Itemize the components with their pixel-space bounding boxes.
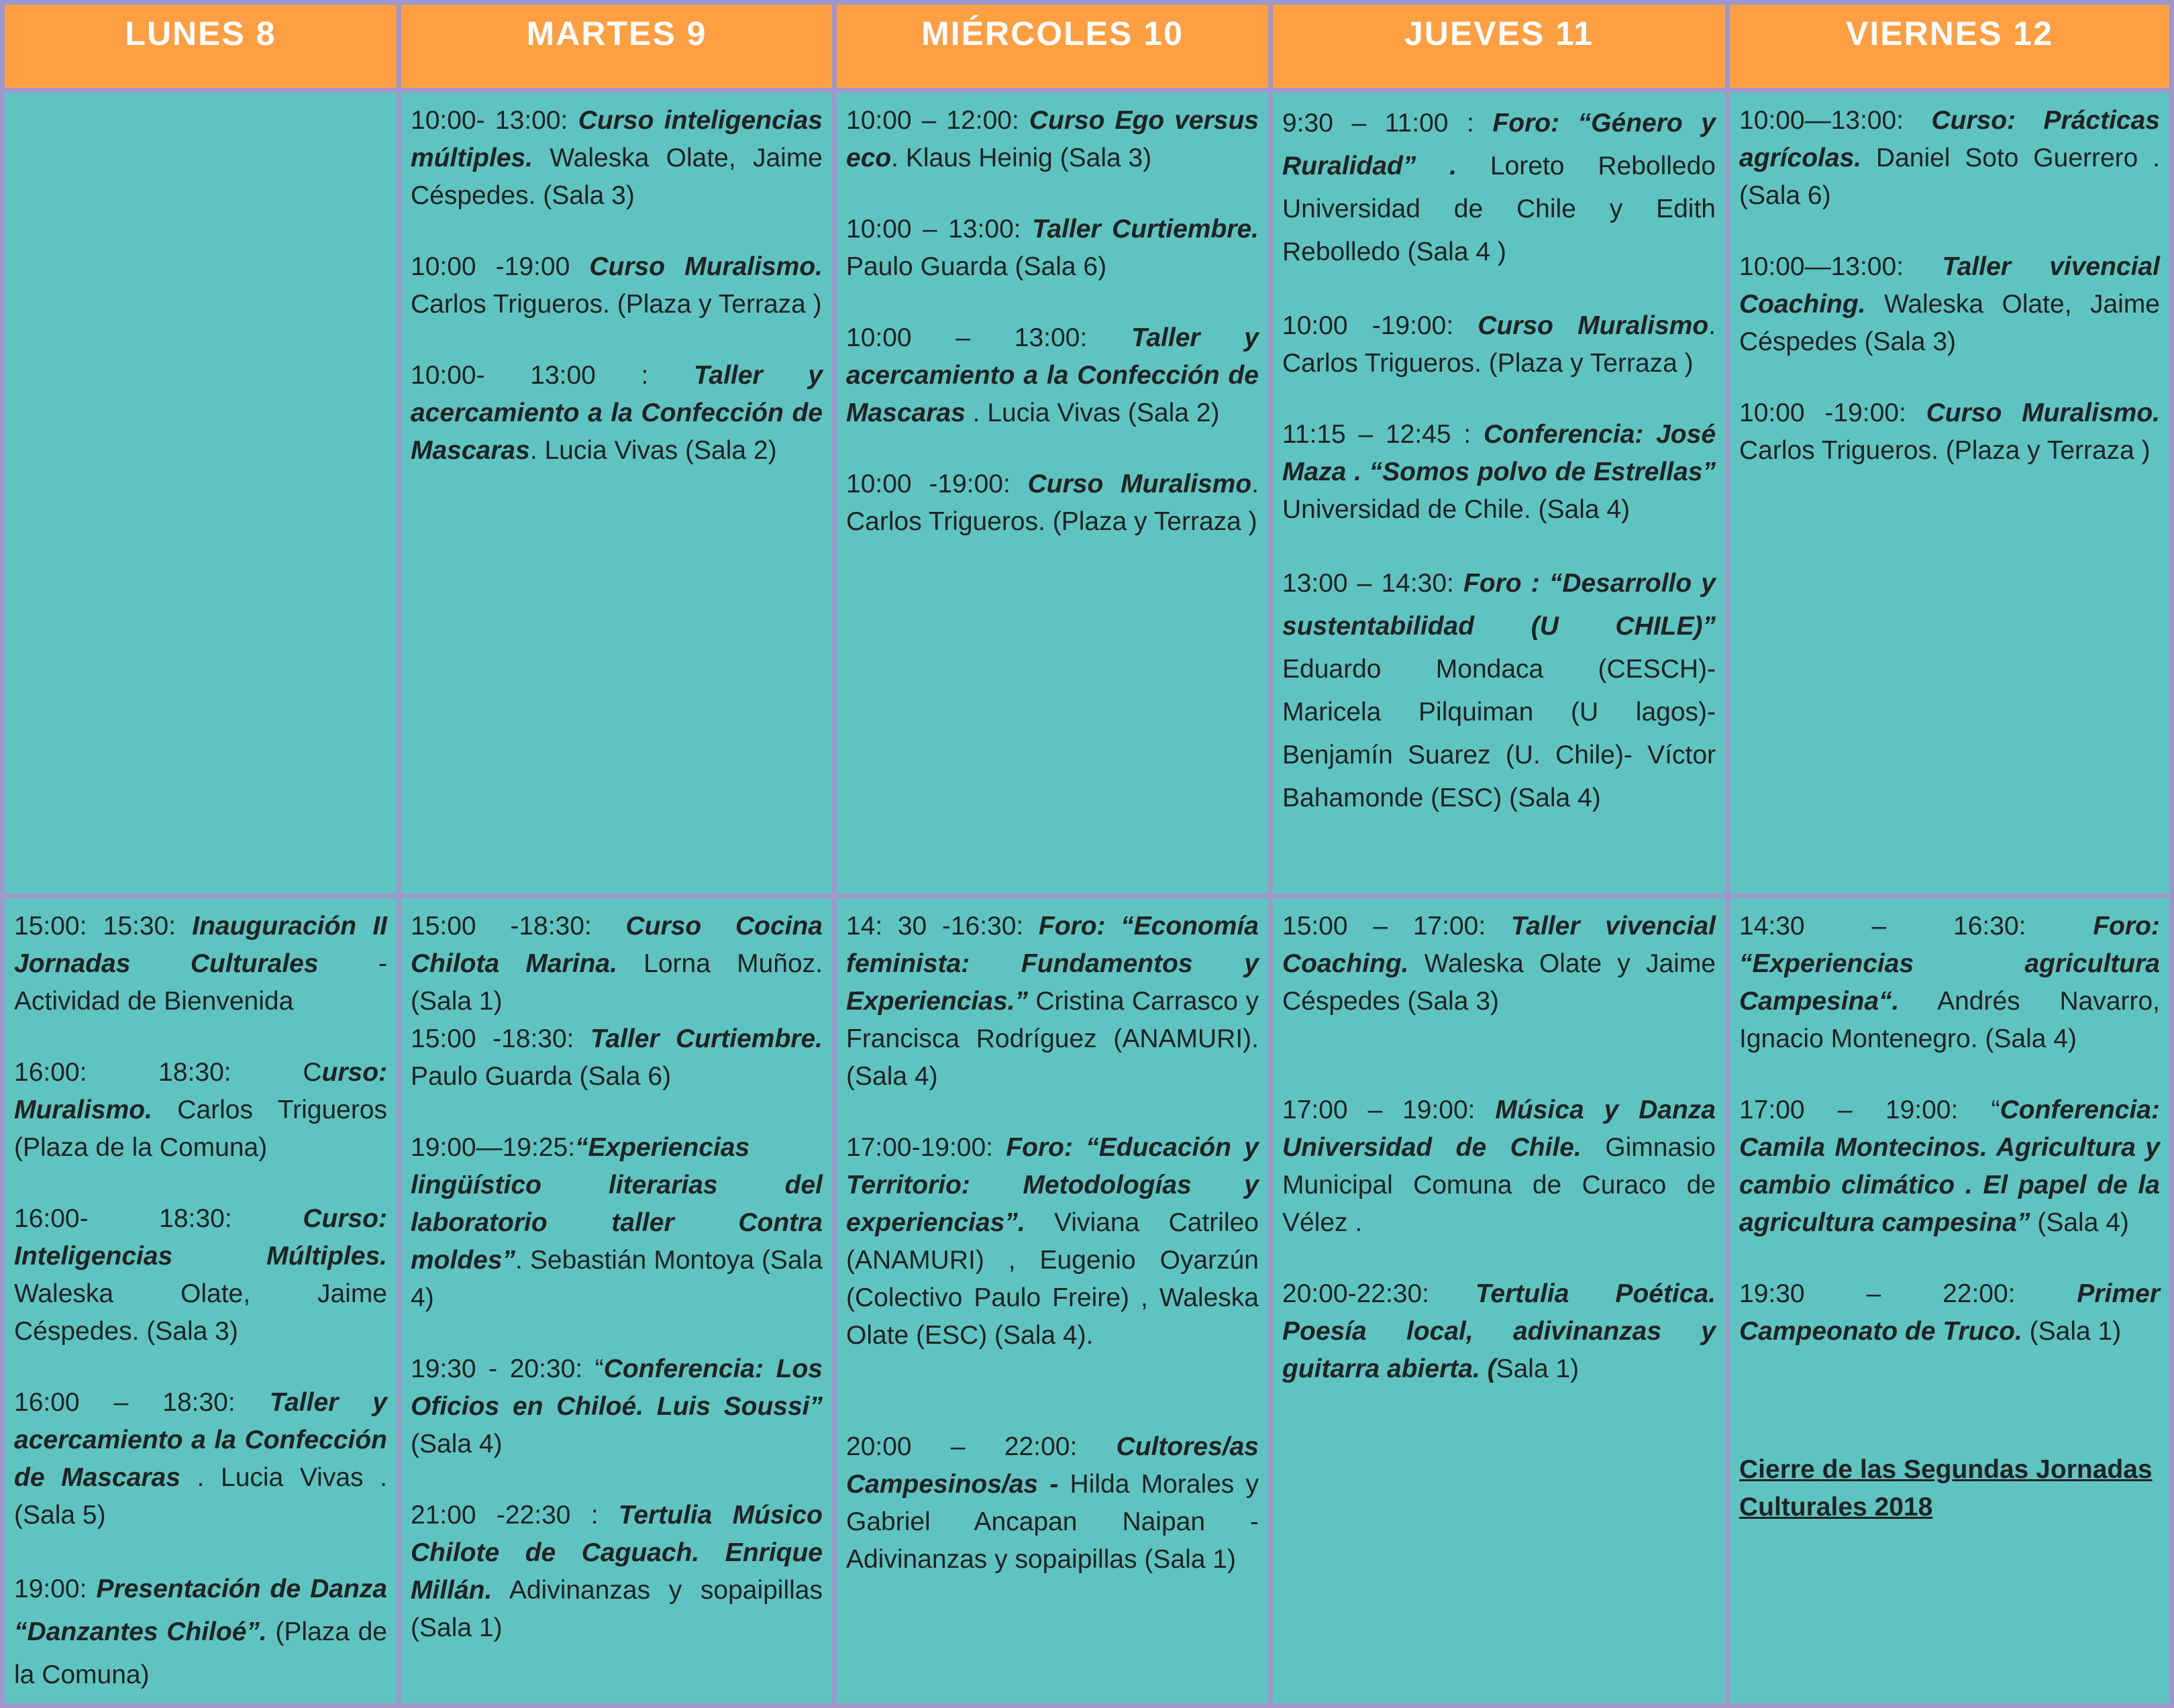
cell-miercoles-afternoon [837,898,1268,1703]
event-detail: Sala 1) [1496,1354,1580,1383]
event-time: 17:00-19:00: [846,1133,1006,1162]
event-detail: Waleska Olate, Jaime Céspedes (Sala 3) [1739,290,2160,356]
event-time: 17:00 – 19:00: “ [1739,1096,2000,1124]
header-viernes: VIERNES 12 [1730,5,2169,88]
afternoon-row [5,898,2169,1703]
event-detail: Daniel Soto Guerrero . (Sala 6) [1739,144,2160,210]
event-time: 16:00 – 18:30: [14,1388,270,1417]
event-detail: Carlos Trigueros (Plaza de la Comuna) [14,1096,387,1162]
event-time: 11:15 – 12:45 : [1282,420,1484,449]
event-title: Curso Muralismo [1478,311,1709,340]
cell-martes-morning [401,93,832,894]
event-item [846,1129,1259,1354]
event-time: 15:00 – 17:00: [1282,912,1511,941]
event-time: 20:00-22:30: [1282,1279,1476,1308]
event-item [1282,908,1716,1020]
event-title: Inauguración II Jornadas Culturales [14,912,387,978]
event-time: 10:00- 13:00: [411,106,578,135]
event-title: Primer Campeonato de Truco. [1739,1279,2160,1346]
event-item [411,908,823,1020]
event-title: Curso inteligencias múltiples. [411,106,823,172]
event-detail: Waleska Olate, Jaime Céspedes. (Sala 3) [411,144,823,210]
cell-viernes-morning [1730,93,2169,894]
event-item [1739,102,2160,215]
event-item [846,466,1259,541]
event-title: Taller Curtiembre. [1032,215,1259,244]
event-detail: . Lucia Vivas . (Sala 5) [14,1463,387,1530]
event-item [14,1054,387,1167]
event-title: Foro : “Desarrollo y sustentabilidad (U CHILE)” [1282,569,1716,641]
event-time: 14: 30 -16:30: [846,912,1039,941]
closing-note: Cierre de las Segundas Jornadas Culturales 2018 [1739,1455,2153,1522]
event-time: 10:00 -19:00: [846,470,1028,498]
event-detail: Universidad de Chile. (Sala 4) [1282,495,1630,524]
event-item [1282,416,1716,529]
event-title: Curso Muralismo. [1926,398,2161,427]
event-time: 15:00: 15:30: [14,912,193,941]
event-item [1739,394,2160,470]
cell-lunes-afternoon [5,898,397,1703]
event-item [1282,562,1716,820]
event-title: Taller y acercamiento a la Confección de Mascaras [411,361,823,465]
event-title: Conferencia: Camila Montecinos. Agricultura y cambio climático . El papel de la agricultura campesina” [1739,1096,2160,1237]
event-detail: Paulo Guarda (Sala 6) [411,1062,672,1091]
event-time: 13:00 – 14:30: [1282,569,1463,598]
event-time: 19:00—19:25: [411,1133,576,1162]
event-detail: . Carlos Trigueros. (Plaza y Terraza ) [1282,311,1716,378]
event-time: 10:00- 13:00 : [411,361,694,390]
event-time: 16:00: 18:30: C [14,1058,322,1087]
header-lunes: LUNES 8 [5,5,397,88]
event-detail: Waleska Olate y Jaime Céspedes (Sala 3) [1282,949,1716,1016]
event-time: 10:00—13:00: [1739,252,1943,281]
event-item [1282,307,1716,382]
event-detail: (Sala 1) [2022,1317,2122,1346]
cell-jueves-morning [1273,93,1725,894]
event-detail: . Lucia Vivas (Sala 2) [529,436,777,465]
event-time: 15:00 -18:30: [411,912,626,941]
event-item [1739,908,2160,1058]
event-time: 15:00 -18:30: [411,1024,591,1053]
header-martes: MARTES 9 [401,5,832,88]
event-title: Cultores/as Campesinos/as - [846,1432,1259,1499]
event-time: 19:30 – 22:00: [1739,1279,2077,1308]
event-item [1739,1091,2160,1242]
event-detail: . Sebastián Montoya (Sala 4) [411,1246,823,1312]
event-item [846,211,1259,286]
event-title: Taller Curtiembre. [590,1024,823,1053]
event-title: Presentación de Danza “Danzantes Chiloé”. [14,1574,387,1646]
event-detail: . Klaus Heinig (Sala 3) [891,144,1152,172]
event-title: Curso: Inteligencias Múltiples. [14,1204,387,1271]
event-detail: Eduardo Mondaca (CESCH)- Maricela Pilquiman (U lagos)- Benjamín Suarez (U. Chile)- Víctor Bahamonde (ESC) (Sala 4) [1282,655,1716,812]
event-time: 16:00- 18:30: [14,1204,303,1233]
event-time: 10:00 – 13:00: [846,215,1033,244]
event-detail: (Sala 4) [411,1430,503,1458]
event-detail: Paulo Guarda (Sala 6) [846,252,1107,281]
event-item [1739,1275,2160,1350]
cell-miercoles-morning [837,93,1268,894]
event-time: 10:00 -19:00 [411,252,590,281]
event-time: 10:00 -19:00: [1282,311,1478,340]
event-item [1739,248,2160,361]
event-item [1282,1091,1716,1242]
event-title: Tertulia Músico Chilote de Caguach. Enrique Millán. [411,1501,823,1605]
cell-jueves-afternoon [1273,898,1725,1703]
event-title: Curso Muralismo [1027,470,1252,498]
event-detail: Viviana Catrileo (ANAMURI) , Eugenio Oyarzún (Colectivo Paulo Freire) , Waleska Olate (ESC) (Sala 4). [846,1208,1259,1350]
event-title: Foro: “Género y Ruralidad” . [1282,109,1716,180]
event-title: “Experiencias lingüístico literarias del laboratorio taller Contra moldes” [411,1133,823,1275]
event-item [411,357,823,470]
event-item [411,1350,823,1463]
cell-viernes-afternoon [1730,898,2169,1703]
event-detail: . Carlos Trigueros. (Plaza y Terraza ) [846,470,1259,536]
event-title: Taller vivencial Coaching. [1739,252,2160,319]
event-time: 20:00 – 22:00: [846,1432,1117,1461]
event-detail: Waleska Olate, Jaime Céspedes. (Sala 3) [14,1279,387,1346]
event-title: Curso Muralismo. [589,252,823,281]
event-item [846,1428,1259,1579]
header-miercoles: MIÉRCOLES 10 [837,5,1268,88]
event-item [411,1497,823,1647]
event-item [14,1384,387,1534]
event-item [411,1020,823,1096]
event-time: 10:00 – 13:00: [846,323,1131,352]
header-jueves: JUEVES 11 [1273,5,1725,88]
event-detail: Carlos Trigueros. (Plaza y Terraza ) [411,290,822,319]
event-time: 17:00 – 19:00: [1282,1096,1496,1124]
event-item [411,248,823,323]
event-item [846,908,1259,1096]
event-title: Foro: “Economía feminista: Fundamentos y Experiencias.” [846,912,1259,1016]
event-detail: Loreto Rebolledo Universidad de Chile y Edith Rebolledo (Sala 4 ) [1282,152,1716,266]
event-item [411,1129,823,1317]
event-title: Curso Cocina Chilota Marina. [411,912,823,978]
event-item [411,102,823,215]
morning-row [5,93,2169,894]
event-title: Foro: “Educación y Territorio: Metodologías y experiencias”. [846,1133,1259,1237]
event-detail: Adivinanzas y sopaipillas (Sala 1) [411,1576,823,1642]
event-title: urso: Muralismo. [14,1058,387,1124]
event-detail: Hilda Morales y Gabriel Ancapan Naipan - Adivinanzas y sopaipillas (Sala 1) [846,1470,1259,1574]
event-time: 14:30 – 16:30: [1739,912,2093,941]
event-detail: Gimnasio Municipal Comuna de Curaco de Vélez . [1282,1133,1716,1237]
event-detail: (Plaza de la Comuna) [14,1617,387,1689]
event-title: Curso: Prácticas agrícolas. [1739,106,2160,172]
event-item [846,102,1259,177]
event-detail: (Sala 4) [2030,1208,2129,1237]
event-time: 19:30 - 20:30: “ [411,1354,604,1383]
event-detail: Carlos Trigueros. (Plaza y Terraza ) [1739,436,2151,465]
event-item [1282,1275,1716,1388]
event-title: Tertulia Poética. Poesía local, adivinanzas y guitarra abierta. ( [1282,1279,1716,1383]
event-time: 10:00 -19:00: [1739,398,1926,427]
event-title: Taller vivencial Coaching. [1282,912,1716,978]
event-item [14,908,387,1020]
event-time: 19:00: [14,1574,97,1603]
event-time: 21:00 -22:30 : [411,1501,619,1530]
event-item [14,1568,387,1697]
cell-martes-afternoon [401,898,832,1703]
event-title: Taller y acercamiento a la Confección de Mascaras [846,323,1259,427]
event-detail: - Actividad de Bienvenida [14,949,387,1016]
event-detail: Andrés Navarro, Ignacio Montenegro. (Sala 4) [1739,987,2160,1053]
event-item [14,1200,387,1350]
event-title: Conferencia: Los Oficios en Chiloé. Luis Soussi” [411,1354,823,1421]
header-row [5,5,2169,88]
event-title: Música y Danza Universidad de Chile. [1282,1096,1716,1162]
event-time: 10:00 – 12:00: [846,106,1029,135]
event-item [846,319,1259,432]
event-detail: . Lucia Vivas (Sala 2) [965,398,1220,427]
event-time: 10:00—13:00: [1739,106,1932,135]
event-title: Conferencia: José Maza . “Somos polvo de Estrellas” [1282,420,1716,486]
cell-lunes-morning [5,93,397,894]
event-title: Foro: “Experiencias agricultura Campesina“. [1739,912,2160,1016]
event-detail: Lorna Muñoz. (Sala 1) [411,949,823,1016]
event-item [1282,102,1716,274]
event-title: Taller y acercamiento a la Confección de Mascaras [14,1388,387,1492]
event-title: Curso Ego versus eco [846,106,1259,172]
event-detail: Cristina Carrasco y Francisca Rodríguez (ANAMURI). (Sala 4) [846,987,1259,1091]
event-time: 9:30 – 11:00 : [1282,109,1493,138]
